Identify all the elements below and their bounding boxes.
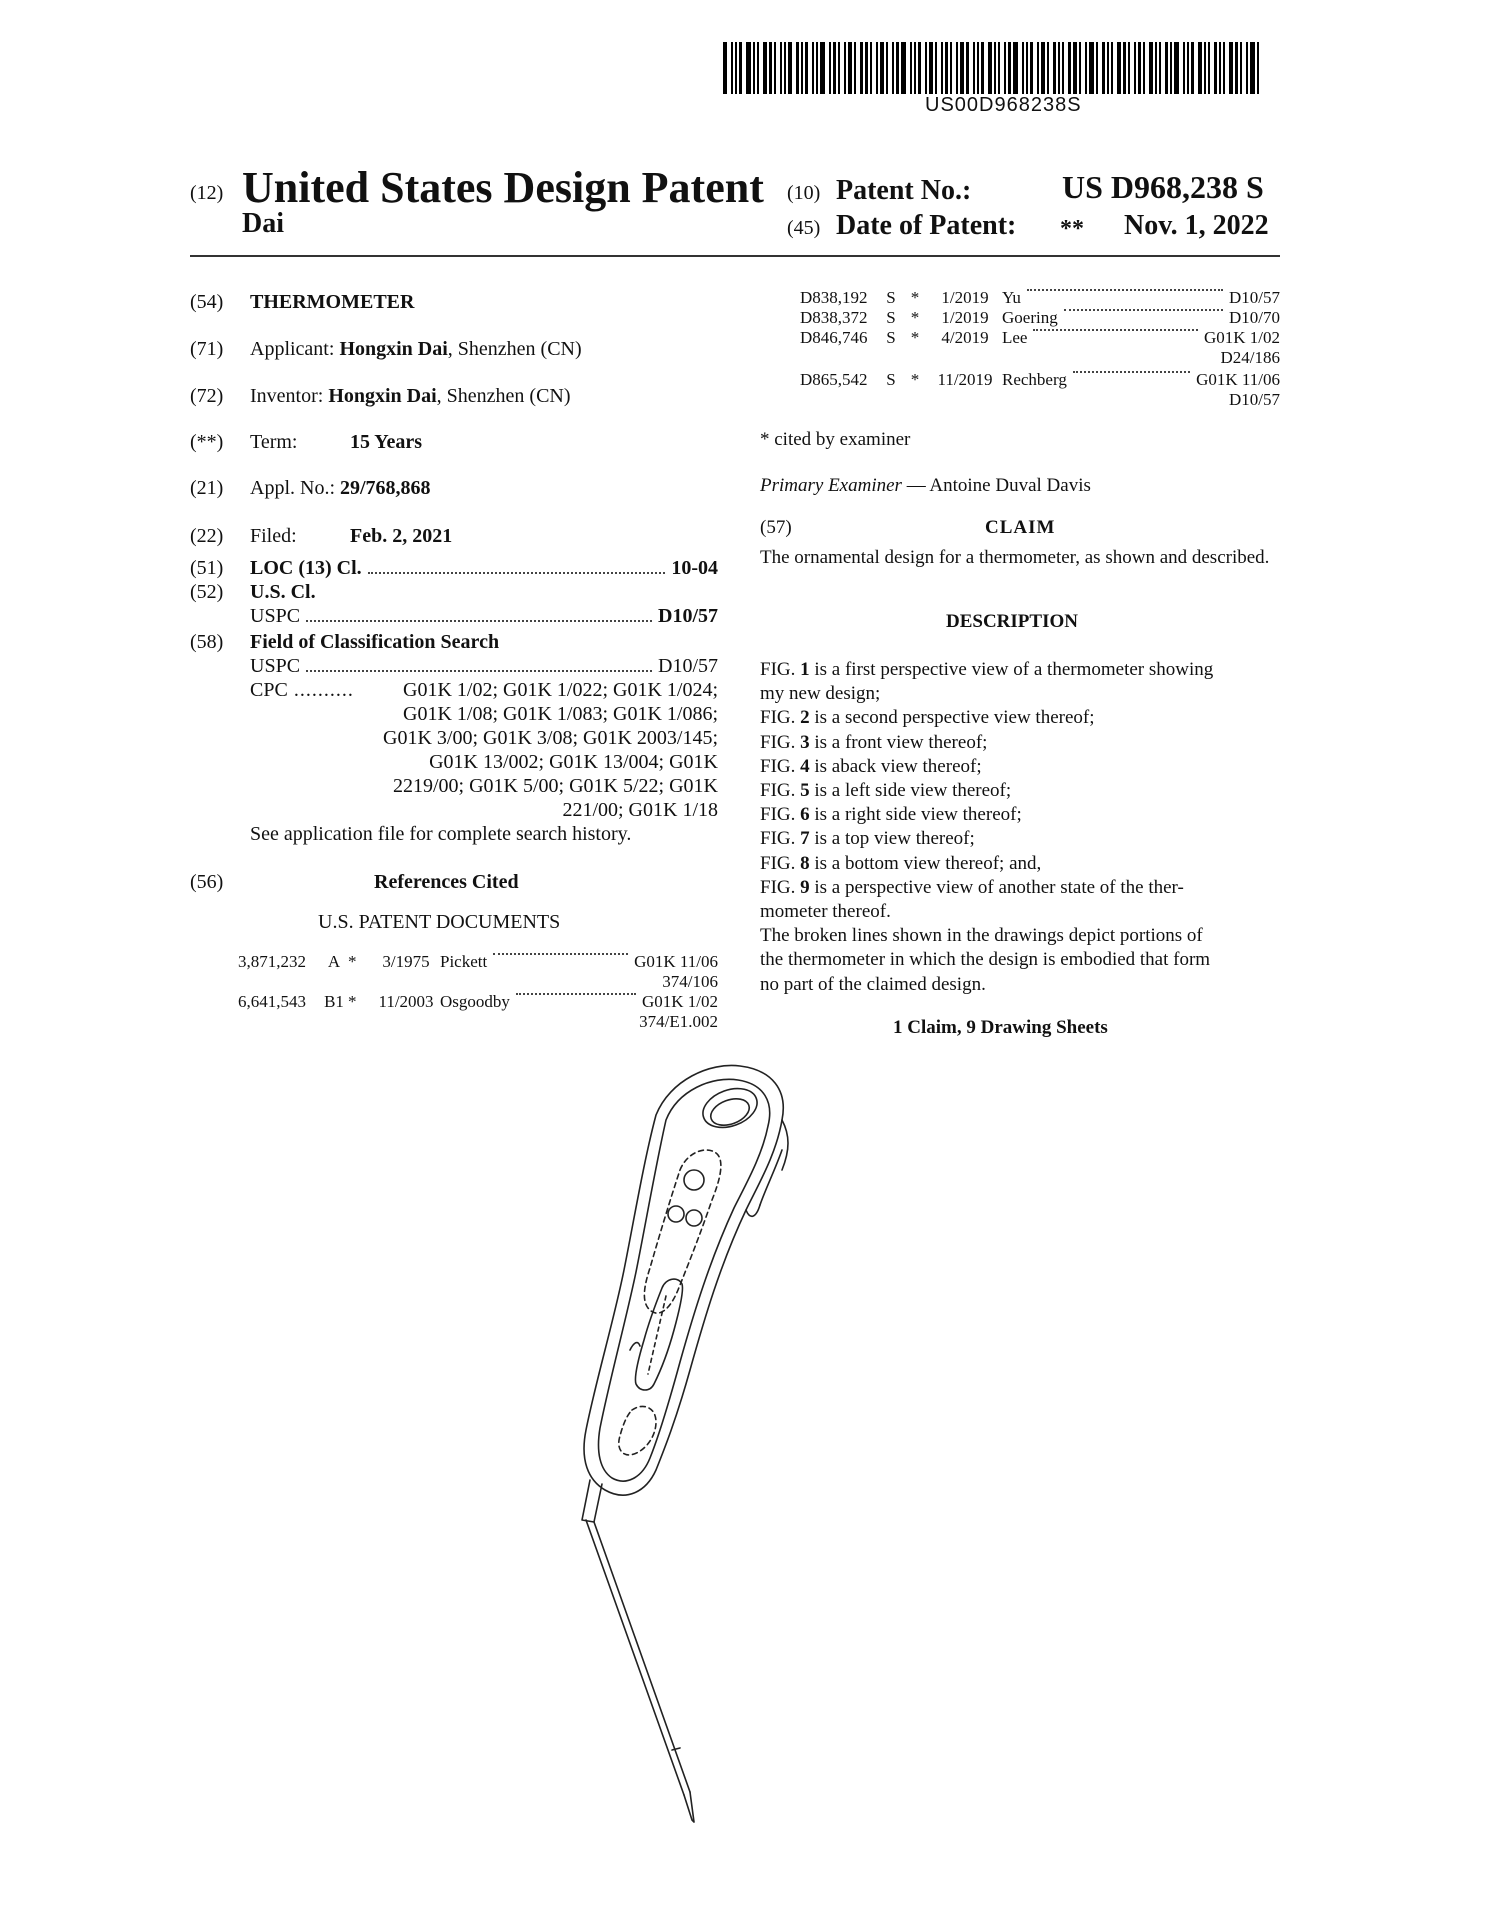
reference-row [238,992,718,1012]
barcode-bar [1155,42,1157,94]
code-54: (54) [190,291,224,313]
barcode-bar [1030,42,1033,94]
leader-dots [516,992,636,995]
reference-row [800,288,1280,308]
us-patent-documents-heading: U.S. PATENT DOCUMENTS [318,911,561,933]
barcode-bar [1068,42,1071,94]
barcode-image [723,42,1283,94]
leader-dots [493,952,628,955]
thermometer-body-outline [584,1065,783,1495]
barcode-bar [1107,42,1109,94]
cpc-line: G01K 1/08; G01K 1/083; G01K 1/086; [403,703,718,725]
barcode-bar [1183,42,1185,94]
barcode-bar [1240,42,1242,94]
barcode-bar [1159,42,1161,94]
barcode-bar [1096,42,1098,94]
barcode-bar [739,42,742,94]
inventor-name: Hongxin Dai [328,385,437,407]
field-search-uspc-label: USPC [250,655,301,677]
ref-name: Goering [1002,308,1058,327]
barcode-bar [1165,42,1168,94]
search-history-note: See application file for complete search history. [250,823,632,845]
applicant-field [250,337,582,361]
barcode-bar [886,42,888,94]
code-21: (21) [190,477,224,499]
barcode-bar [838,42,840,94]
inventor-field [250,384,571,408]
claim-text: The ornamental design for a thermometer, as shown and described. [760,547,1270,568]
cpc-line: 221/00; G01K 1/18 [562,799,718,821]
description-line: FIG. 5 is a left side view thereof; [760,780,1012,802]
reference-row [238,952,718,972]
barcode-bar [1219,42,1221,94]
barcode-bar [896,42,899,94]
cpc-line: G01K 1/02; G01K 1/022; G01K 1/024; [403,679,718,701]
description-body [760,658,1280,997]
ref-name: Rechberg [1002,370,1067,389]
barcode-bar [805,42,808,94]
barcode-bar [1134,42,1136,94]
appl-no-field [250,476,431,500]
barcode-bar [950,42,952,94]
ref-class: G01K 11/06 [634,952,718,971]
barcode-bar [1062,42,1064,94]
barcode-bar [1058,42,1060,94]
barcode-bar [981,42,984,94]
ref-class: G01K 11/06 [1196,370,1280,389]
thermometer-body-inner [599,1079,770,1481]
barcode-bar [829,42,831,94]
barcode-bar [1208,42,1210,94]
ref-name: Osgoodby [440,992,510,1011]
reference-row-cont [800,390,1280,410]
barcode-bar [1073,42,1077,94]
examiner-dash: — [901,475,930,496]
ref-class-secondary: D10/57 [1229,390,1280,409]
barcode-bar [1229,42,1233,94]
description-line: FIG. 8 is a bottom view thereof; and, [760,852,1042,874]
barcode-bar [1149,42,1153,94]
ref-kind: A [327,952,341,971]
code-72: (72) [190,385,224,407]
barcode-bar [918,42,921,94]
claim-heading: CLAIM [985,517,1056,538]
us-cl-uspc-row [250,604,718,628]
barcode-bar [1246,42,1248,94]
barcode-bar [914,42,916,94]
barcode-bar [1257,42,1259,94]
ref-number: D846,746 [800,328,868,347]
barcode-bar [1187,42,1189,94]
ref-class-secondary: 374/106 [662,972,718,991]
reference-row-cont [238,1012,718,1032]
us-cl-uspc-label: USPC [250,605,301,627]
barcode-bar [892,42,894,94]
barcode-bar [1128,42,1130,94]
code-22: (22) [190,525,224,547]
lower-accent [619,1406,656,1454]
primary-examiner [760,474,1091,498]
barcode-bar [820,42,825,94]
barcode-bar [746,42,751,94]
ref-name: Lee [1002,328,1028,347]
applicant-location: , Shenzhen (CN) [447,338,582,360]
barcode-bar [1102,42,1105,94]
barcode-bar [788,42,792,94]
ref-number: 3,871,232 [238,952,306,971]
title-value: THERMOMETER [250,291,415,313]
barcode-bar [1013,42,1018,94]
description-line: FIG. 9 is a perspective view of another state of the ther- [760,876,1184,898]
date-stars: ** [1060,216,1084,242]
button-right [686,1210,702,1226]
cpc-line: G01K 3/00; G01K 3/08; G01K 2003/145; [383,727,718,749]
description-line: FIG. 2 is a second perspective view thereof; [760,707,1095,729]
loc-class-label: LOC (13) Cl. [250,557,362,579]
leader-dots [1073,370,1190,373]
ref-star: * [910,288,920,307]
barcode-bar [876,42,878,94]
term-label: Term: [250,431,298,453]
patent-no-label: Patent No.: [836,175,972,206]
barcode-bar [1235,42,1238,94]
barcode-bar [1191,42,1194,94]
barcode-bar [1143,42,1145,94]
barcode-bar [960,42,964,94]
cpc-line: 2219/00; G01K 5/00; G01K 5/22; G01K [393,775,718,797]
filed-date: Feb. 2, 2021 [350,525,453,547]
appl-no-label: Appl. No.: [250,477,335,499]
barcode-bar [1170,42,1172,94]
barcode-bar [988,42,992,94]
barcode-bar [1223,42,1225,94]
barcode-bar [854,42,856,94]
description-line: my new design; [760,683,881,705]
barcode-bar [956,42,958,94]
ref-class: G01K 1/02 [641,992,718,1011]
barcode-bar [812,42,814,94]
probe-tip [684,1792,694,1822]
barcode-bar [977,42,979,94]
ref-date: 11/2003 [378,992,434,1011]
reference-row-cont [800,348,1280,368]
ref-number: D838,192 [800,288,868,307]
ref-class: D10/57 [1229,288,1280,307]
barcode-bar [780,42,782,94]
leader-dots [1027,288,1223,291]
reference-row-cont [238,972,718,992]
cited-by-examiner-note: * cited by examiner [760,429,911,450]
ref-star: * [910,328,920,347]
code-10: (10) [787,182,821,204]
hanging-hole [698,1082,763,1135]
code-51: (51) [190,557,224,579]
loc-class-row [250,556,718,580]
applicant-name: Hongxin Dai [339,338,448,360]
ref-date: 1/2019 [941,288,989,307]
code-71: (71) [190,338,224,360]
barcode-bar [925,42,927,94]
description-line: The broken lines shown in the drawings depict portions of [760,925,1203,947]
barcode-bar [860,42,863,94]
examiner-name: Antoine Duval Davis [929,475,1091,496]
display-window [635,1279,682,1390]
inventor-surname: Dai [242,208,284,239]
code-45: (45) [787,217,821,239]
barcode-bar [816,42,818,94]
ref-class-secondary: D24/186 [1220,348,1280,367]
barcode-bar [941,42,943,94]
reference-row [800,370,1280,390]
field-search-uspc-row [250,654,718,678]
barcode-bar [1053,42,1056,94]
thermometer-side-strip [782,1120,788,1170]
description-heading: DESCRIPTION [946,611,1078,632]
barcode-bar [910,42,912,94]
barcode-bar [769,42,772,94]
field-search-uspc-value: D10/57 [658,655,718,677]
barcode-bar [753,42,755,94]
ref-kind: S [886,328,896,347]
ref-star: * [348,992,357,1011]
barcode-bar [1214,42,1217,94]
barcode-bar [735,42,737,94]
barcode-bar [1089,42,1094,94]
leader-dots [368,571,666,574]
inventor-location: , Shenzhen (CN) [436,385,571,407]
description-line: FIG. 3 is a front view thereof; [760,731,988,753]
date-label: Date of Patent: [836,210,1017,241]
barcode-bar [1037,42,1039,94]
leader-dots [1064,308,1223,311]
ref-date: 4/2019 [941,328,989,347]
ref-class-secondary: 374/E1.002 [639,1012,718,1031]
code-57: (57) [760,517,792,538]
barcode-bar [774,42,776,94]
patent-number: US D968,238 S [1062,169,1264,205]
inventor-label: Inventor: [250,385,324,407]
leader-dots [1033,328,1197,331]
patent-date: Nov. 1, 2022 [1124,210,1269,241]
header-divider [190,255,1280,257]
probe-shaft [586,1520,684,1795]
description-line: FIG. 6 is a right side view thereof; [760,804,1022,826]
barcode-bar [801,42,803,94]
code-12: (12) [190,182,224,204]
barcode-bar [844,42,846,94]
barcode-bar [966,42,969,94]
barcode-bar [998,42,1000,94]
us-cl-uspc-value: D10/57 [658,605,718,627]
us-cl-label: U.S. Cl. [250,581,316,603]
barcode-bar [731,42,733,94]
description-line: mometer thereof. [760,901,891,923]
ref-star: * [348,952,357,971]
loc-class-value: 10-04 [671,557,718,579]
description-line: no part of the claimed design. [760,973,986,995]
button-top [684,1170,704,1190]
barcode-bar [1041,42,1045,94]
barcode-bar [1174,42,1179,94]
description-line: FIG. 4 is aback view thereof; [760,755,982,777]
barcode-bar [929,42,933,94]
code-56: (56) [190,871,224,893]
barcode-bar [833,42,836,94]
button-left [668,1206,684,1222]
barcode-bar [1047,42,1049,94]
barcode-bar [757,42,759,94]
barcode-bar [723,42,727,94]
cpc-classes [350,678,718,822]
barcode-bar [1204,42,1206,94]
applicant-label: Applicant: [250,338,335,360]
ref-kind: S [886,308,896,327]
barcode-bar [796,42,799,94]
cpc-label-text: CPC [250,679,288,701]
ref-kind: S [886,288,896,307]
reference-row [800,328,1280,348]
barcode-bar [1111,42,1113,94]
code-term: (**) [190,431,224,453]
barcode-bar [1138,42,1141,94]
barcode-bar [1085,42,1087,94]
ref-number: 6,641,543 [238,992,306,1011]
barcode-bar [1198,42,1202,94]
ref-class: D10/70 [1229,308,1280,327]
barcode-bar [1250,42,1255,94]
left-references-list [238,952,718,1032]
cpc-label: CPC .......... [250,679,354,701]
barcode-bar [901,42,906,94]
barcode-bar [870,42,872,94]
barcode-bar [880,42,884,94]
cpc-line: G01K 13/002; G01K 13/004; G01K [429,751,718,773]
ref-class: G01K 1/02 [1203,328,1280,347]
barcode-bar [1008,42,1011,94]
examiner-label: Primary Examiner [760,475,902,496]
description-line: FIG. 1 is a first perspective view of a thermometer showing [760,659,1214,680]
barcode-bar [1026,42,1028,94]
ref-date: 3/1975 [382,952,430,971]
barcode-bar [935,42,937,94]
ref-date: 11/2019 [937,370,993,389]
ref-star: * [910,308,920,327]
leader-dots [306,669,652,672]
appl-no-value: 29/768,868 [340,477,431,499]
barcode-bar [848,42,852,94]
barcode-bar [945,42,948,94]
code-58: (58) [190,631,224,653]
document-title: United States Design Patent [242,163,764,212]
right-references-list [800,288,1280,410]
leader-dots [306,619,652,622]
field-search-label: Field of Classification Search [250,631,500,653]
code-52: (52) [190,581,224,603]
thermometer-drawing [560,1050,920,1850]
ref-name: Pickett [440,952,488,971]
description-line: the thermometer in which the design is embodied that form [760,949,1211,971]
ref-kind: B1 [324,992,344,1011]
barcode-bar [994,42,996,94]
barcode-bar [1123,42,1126,94]
barcode-bar [784,42,786,94]
term-value: 15 Years [350,431,423,453]
barcode-bar [1022,42,1024,94]
ref-number: D865,542 [800,370,868,389]
references-cited-heading: References Cited [374,871,519,893]
description-line: FIG. 7 is a top view thereof; [760,828,975,850]
barcode-bar [973,42,975,94]
reference-row [800,308,1280,328]
barcode-bar [1004,42,1006,94]
ref-star: * [910,370,920,389]
barcode-bar [763,42,767,94]
ref-number: D838,372 [800,308,868,327]
barcode-bar [1117,42,1121,94]
barcode-number: US00D968238S [925,94,1082,116]
claims-sheets-count: 1 Claim, 9 Drawing Sheets [893,1017,1108,1038]
barcode-bar [865,42,868,94]
filed-label: Filed: [250,525,297,547]
ref-name: Yu [1002,288,1021,307]
ref-kind: S [886,370,896,389]
ref-date: 1/2019 [941,308,989,327]
barcode-bar [1079,42,1081,94]
